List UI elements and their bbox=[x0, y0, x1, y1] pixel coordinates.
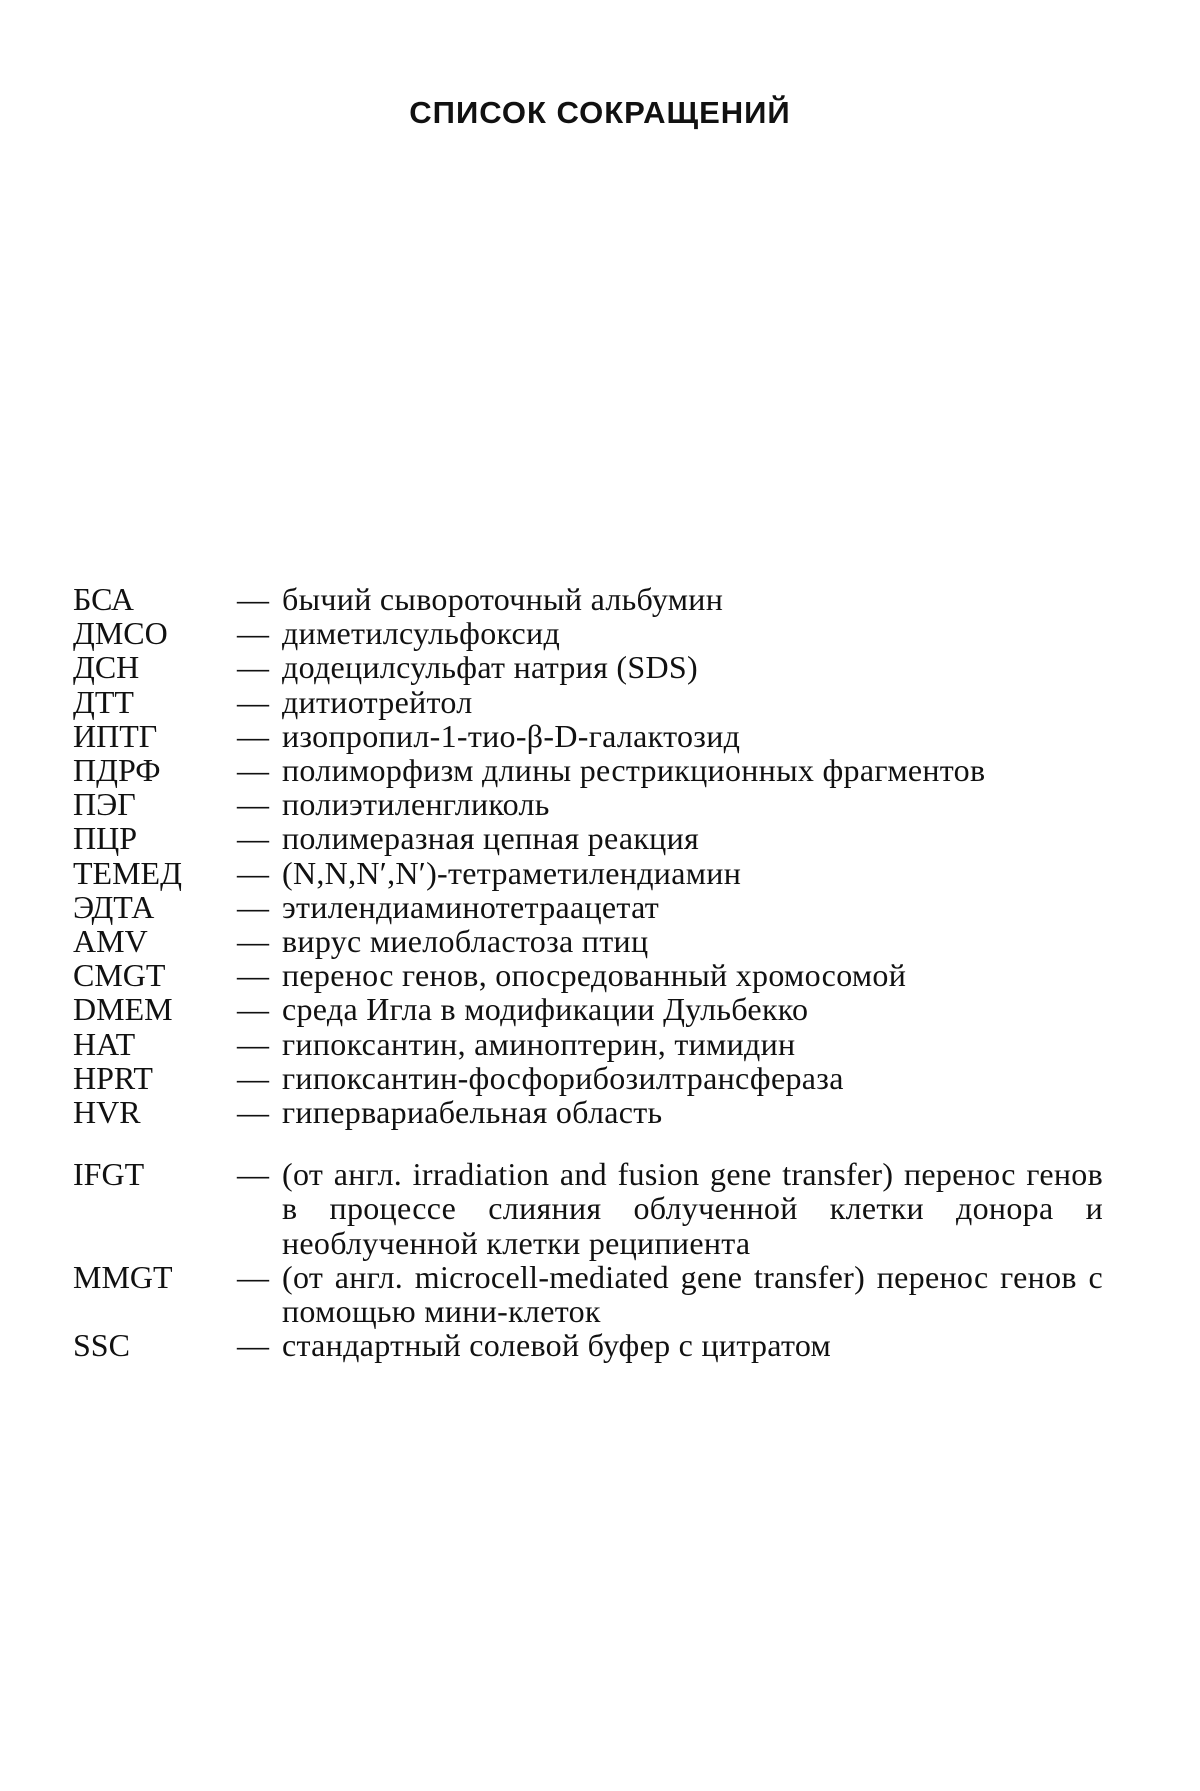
list-item bbox=[73, 1095, 1103, 1129]
definition: этилендиаминотетраацетат bbox=[282, 888, 660, 925]
definition: вирус миелобластоза птиц bbox=[282, 923, 649, 960]
abbreviation: AMV bbox=[73, 923, 148, 960]
dash-separator: — bbox=[237, 717, 269, 754]
abbreviation: CMGT bbox=[73, 957, 166, 994]
dash-separator: — bbox=[237, 888, 269, 925]
dash-separator: — bbox=[237, 1258, 269, 1295]
abbreviation: ПЦР bbox=[73, 820, 138, 857]
definition: диметилсульфоксид bbox=[282, 615, 561, 652]
definition: гипервариабельная область bbox=[282, 1094, 663, 1131]
list-item bbox=[73, 924, 1103, 958]
definition: (от англ. microcell-mediated gene transfer) перенос генов с помощью мини-клеток bbox=[282, 1258, 1103, 1330]
list-item bbox=[73, 787, 1103, 821]
list-item bbox=[73, 1260, 1103, 1328]
dash-separator: — bbox=[237, 820, 269, 857]
abbreviation: IFGT bbox=[73, 1156, 145, 1193]
dash-separator: — bbox=[237, 1156, 269, 1193]
dash-separator: — bbox=[237, 786, 269, 823]
definition: полиэтиленгликоль bbox=[282, 786, 550, 823]
abbreviation-list bbox=[73, 582, 1103, 1362]
page-title: СПИСОК СОКРАЩЕНИЙ bbox=[409, 95, 791, 130]
list-item bbox=[73, 1027, 1103, 1061]
abbreviation: БСА bbox=[73, 581, 135, 617]
definition: гипоксантин-фосфорибозилтрансфераза bbox=[282, 1059, 844, 1096]
definition: (N,N,N′,N′)-тетраметилендиамин bbox=[282, 854, 742, 891]
definition: изопропил-1-тио-β-D-галактозид bbox=[282, 717, 741, 754]
list-item bbox=[73, 890, 1103, 924]
abbreviation: ДСН bbox=[73, 649, 140, 686]
definition: дитиотрейтол bbox=[282, 683, 473, 720]
abbreviation: SSC bbox=[73, 1327, 130, 1364]
dash-separator: — bbox=[237, 1327, 269, 1364]
definition: гипоксантин, аминоптерин, тимидин bbox=[282, 1025, 796, 1062]
dash-separator: — bbox=[237, 1025, 269, 1062]
list-item bbox=[73, 685, 1103, 719]
abbreviation: ПДРФ bbox=[73, 752, 161, 789]
list-item bbox=[73, 958, 1103, 992]
abbreviation: ПЭГ bbox=[73, 786, 136, 823]
abbreviation: MMGT bbox=[73, 1258, 173, 1295]
dash-separator: — bbox=[237, 1059, 269, 1096]
dash-separator: — bbox=[237, 683, 269, 720]
abbreviation: ИПТГ bbox=[73, 717, 158, 754]
dash-separator: — bbox=[237, 854, 269, 891]
abbreviation: ТЕМЕД bbox=[73, 854, 182, 891]
list-item bbox=[73, 992, 1103, 1026]
list-item bbox=[73, 650, 1103, 684]
abbreviation: ДМСО bbox=[73, 615, 168, 652]
dash-separator: — bbox=[237, 991, 269, 1028]
abbreviation: ЭДТА bbox=[73, 888, 155, 925]
abbreviation: ДТТ bbox=[73, 683, 134, 720]
definition: перенос генов, опосредованный хромосомой bbox=[282, 957, 907, 994]
dash-separator: — bbox=[237, 752, 269, 789]
list-item bbox=[73, 821, 1103, 855]
list-item bbox=[73, 582, 1103, 616]
dash-separator: — bbox=[237, 615, 269, 652]
definition: полимеразная цепная реакция bbox=[282, 820, 700, 857]
list-item bbox=[73, 753, 1103, 787]
definition: додецилсульфат натрия (SDS) bbox=[282, 649, 698, 686]
dash-separator: — bbox=[237, 1094, 269, 1131]
list-item bbox=[73, 856, 1103, 890]
abbreviation: HAT bbox=[73, 1025, 136, 1062]
abbreviation: DMEM bbox=[73, 991, 173, 1028]
list-item bbox=[73, 1061, 1103, 1095]
dash-separator: — bbox=[237, 649, 269, 686]
list-item bbox=[73, 616, 1103, 650]
list-item bbox=[73, 719, 1103, 753]
dash-separator: — bbox=[237, 923, 269, 960]
definition: полиморфизм длины рестрикционных фрагментов bbox=[282, 752, 986, 789]
dash-separator: — bbox=[237, 957, 269, 994]
abbreviation: HPRT bbox=[73, 1059, 153, 1096]
definition: бычий сывороточный альбумин bbox=[282, 581, 724, 617]
dash-separator: — bbox=[237, 581, 269, 617]
list-item bbox=[73, 1157, 1103, 1260]
abbreviation: HVR bbox=[73, 1094, 141, 1131]
definition: стандартный солевой буфер с цитратом bbox=[282, 1327, 832, 1364]
definition: (от англ. irradiation and fusion gene transfer) перенос генов в процессе слияния облученной клетки донора и необлученной клетки реципиента bbox=[282, 1156, 1103, 1261]
list-item bbox=[73, 1328, 1103, 1362]
definition: среда Игла в модификации Дульбекко bbox=[282, 991, 809, 1028]
